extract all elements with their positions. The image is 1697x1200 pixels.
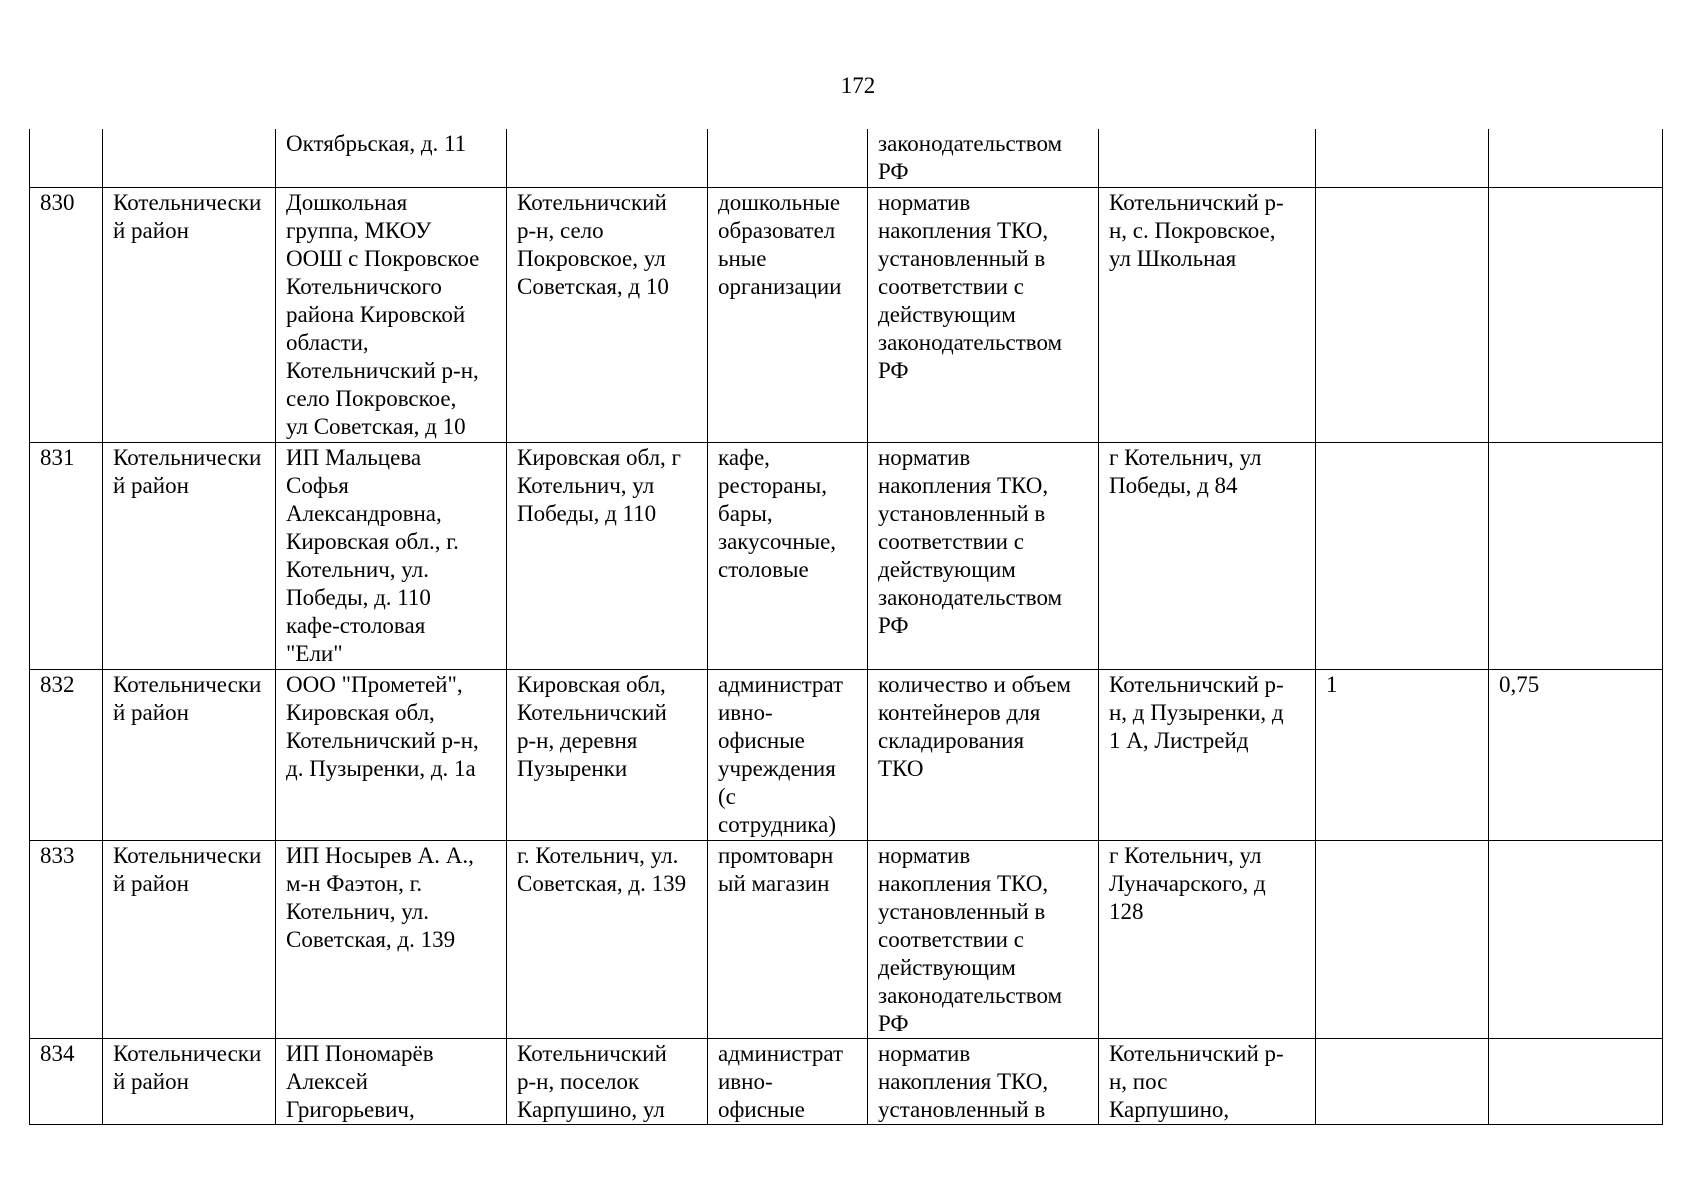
container-volume-cell xyxy=(1489,129,1663,187)
category-cell: дошкольные образовател ьные организации xyxy=(708,187,868,442)
row-number-cell: 831 xyxy=(30,442,103,669)
source-cell: ИП Пономарёв Алексей Григорьевич, xyxy=(276,1038,507,1124)
district-cell: Котельнически й район xyxy=(103,840,276,1038)
table-row xyxy=(30,1038,1663,1124)
container-volume-cell: 0,75 xyxy=(1489,669,1663,840)
table-row xyxy=(30,840,1663,1038)
row-number-cell: 834 xyxy=(30,1038,103,1124)
calculation-method-cell: норматив накопления ТКО, установленный в соответствии с действующим законодательством РФ xyxy=(868,187,1099,442)
category-cell: промтоварн ый магазин xyxy=(708,840,868,1038)
row-number-cell xyxy=(30,129,103,187)
district-cell xyxy=(103,129,276,187)
table-row xyxy=(30,669,1663,840)
collection-site-cell: Котельничский р- н, д Пузыренки, д 1 А, Листрейд xyxy=(1099,669,1316,840)
calculation-method-cell: норматив накопления ТКО, установленный в соответствии с действующим законодательством РФ xyxy=(868,840,1099,1038)
container-volume-cell xyxy=(1489,840,1663,1038)
address-cell: Кировская обл, г Котельнич, ул Победы, д 110 xyxy=(507,442,708,669)
source-cell: Дошкольная группа, МКОУ ООШ с Покровское Котельничского района Кировской области, Котельничский р-н, село Покровское, ул Советская, д 10 xyxy=(276,187,507,442)
district-cell: Котельнически й район xyxy=(103,1038,276,1124)
calculation-method-cell: норматив накопления ТКО, установленный в соответствии с действующим законодательством РФ xyxy=(868,442,1099,669)
collection-site-cell: г Котельнич, ул Луначарского, д 128 xyxy=(1099,840,1316,1038)
container-count-cell xyxy=(1316,129,1489,187)
calculation-method-cell: количество и объем контейнеров для складирования ТКО xyxy=(868,669,1099,840)
source-cell: ООО "Прометей", Кировская обл, Котельничский р-н, д. Пузыренки, д. 1а xyxy=(276,669,507,840)
source-cell: ИП Носырев А. А., м-н Фаэтон, г. Котельнич, ул. Советская, д. 139 xyxy=(276,840,507,1038)
collection-site-cell xyxy=(1099,129,1316,187)
category-cell: администрат ивно- офисные xyxy=(708,1038,868,1124)
district-cell: Котельнически й район xyxy=(103,442,276,669)
calculation-method-cell: законодательством РФ xyxy=(868,129,1099,187)
container-volume-cell xyxy=(1489,1038,1663,1124)
collection-site-cell: Котельничский р- н, с. Покровское, ул Школьная xyxy=(1099,187,1316,442)
address-cell: Котельничский р-н, село Покровское, ул Советская, д 10 xyxy=(507,187,708,442)
container-count-cell xyxy=(1316,1038,1489,1124)
source-cell: ИП Мальцева Софья Александровна, Кировская обл., г. Котельнич, ул. Победы, д. 110 кафе-столовая "Ели" xyxy=(276,442,507,669)
collection-site-cell: г Котельнич, ул Победы, д 84 xyxy=(1099,442,1316,669)
address-cell: Котельничский р-н, поселок Карпушино, ул xyxy=(507,1038,708,1124)
source-cell: Октябрьская, д. 11 xyxy=(276,129,507,187)
container-volume-cell xyxy=(1489,187,1663,442)
district-cell: Котельнически й район xyxy=(103,669,276,840)
calculation-method-cell: норматив накопления ТКО, установленный в xyxy=(868,1038,1099,1124)
category-cell: кафе, рестораны, бары, закусочные, столовые xyxy=(708,442,868,669)
row-number-cell: 833 xyxy=(30,840,103,1038)
container-count-cell: 1 xyxy=(1316,669,1489,840)
container-count-cell xyxy=(1316,840,1489,1038)
waste-sources-table xyxy=(29,129,1663,1125)
district-cell: Котельнически й район xyxy=(103,187,276,442)
table-row xyxy=(30,187,1663,442)
table-row xyxy=(30,129,1663,187)
category-cell: администрат ивно- офисные учреждения (с сотрудника) xyxy=(708,669,868,840)
address-cell: Кировская обл, Котельничский р-н, деревня Пузыренки xyxy=(507,669,708,840)
address-cell xyxy=(507,129,708,187)
container-count-cell xyxy=(1316,187,1489,442)
category-cell xyxy=(708,129,868,187)
address-cell: г. Котельнич, ул. Советская, д. 139 xyxy=(507,840,708,1038)
row-number-cell: 832 xyxy=(30,669,103,840)
page-number: 172 xyxy=(840,73,876,98)
collection-site-cell: Котельничский р- н, пос Карпушино, xyxy=(1099,1038,1316,1124)
container-volume-cell xyxy=(1489,442,1663,669)
row-number-cell: 830 xyxy=(30,187,103,442)
container-count-cell xyxy=(1316,442,1489,669)
table-row xyxy=(30,442,1663,669)
